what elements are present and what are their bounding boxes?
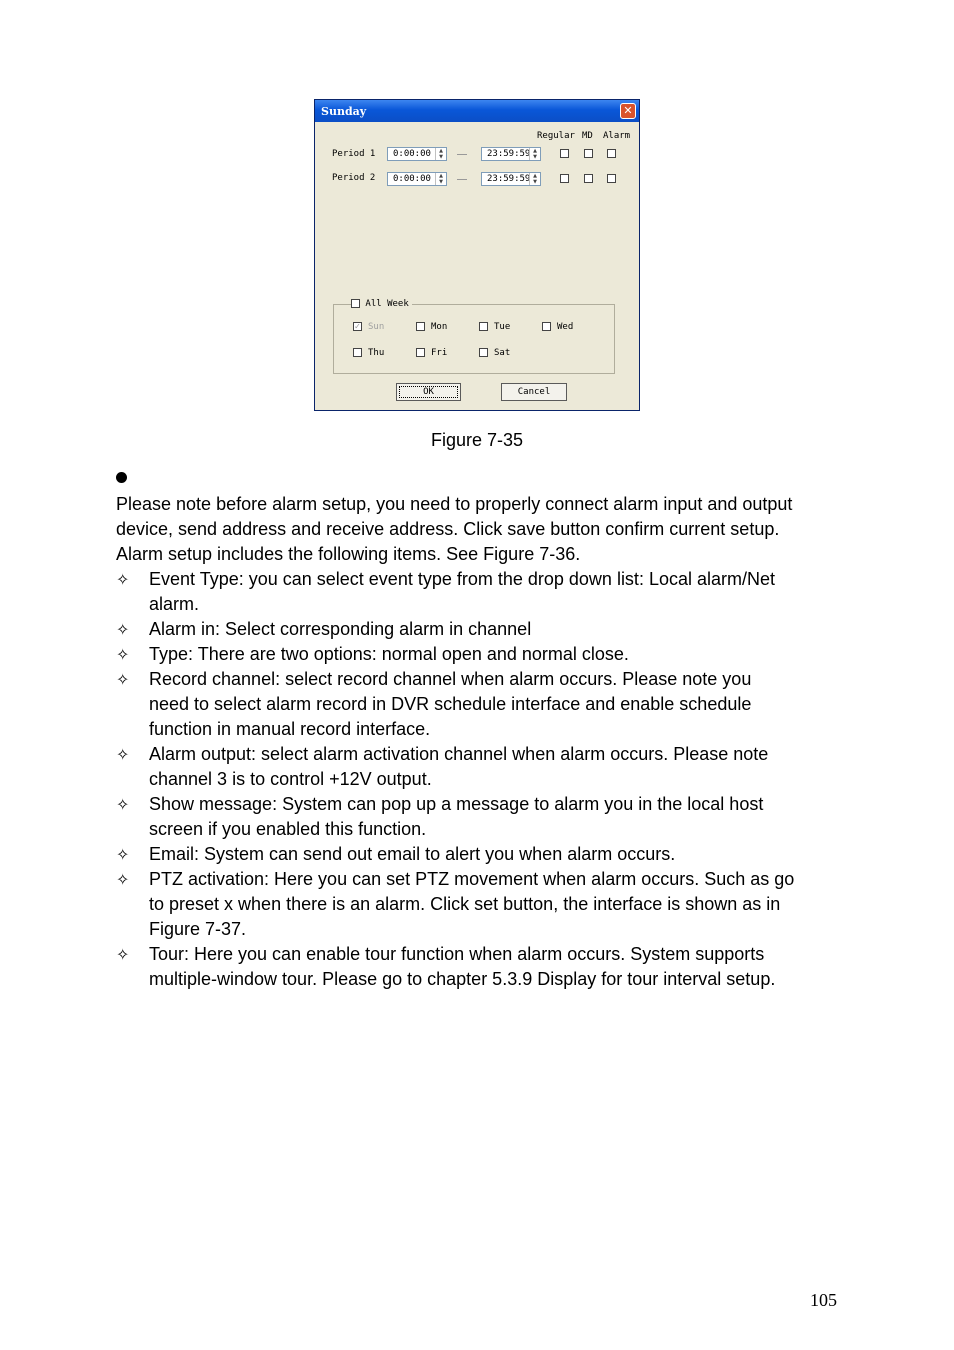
period-1-alarm-checkbox[interactable] — [607, 149, 616, 158]
range-dash — [457, 179, 467, 180]
cancel-button[interactable]: Cancel — [501, 383, 567, 401]
list-item-line: Type: There are two options: normal open and normal close. — [149, 644, 629, 664]
list-item — [116, 667, 876, 742]
list-item — [116, 567, 876, 617]
diamond-bullet-icon: ✧ — [116, 745, 130, 764]
all-week-checkbox[interactable] — [351, 299, 360, 308]
range-dash — [457, 154, 467, 155]
intro-line: device, send address and receive address. Click save button confirm current setup. — [116, 519, 780, 539]
period-1-regular-checkbox[interactable] — [560, 149, 569, 158]
column-md: MD — [582, 131, 593, 141]
sunday-dialog — [314, 99, 640, 411]
list-item-line: Alarm output: select alarm activation channel when alarm occurs. Please note — [149, 744, 769, 764]
tue-label: Tue — [494, 322, 511, 332]
list-item — [116, 842, 876, 867]
list-item — [116, 742, 876, 792]
all-week-option[interactable] — [351, 299, 412, 309]
list-item — [116, 792, 876, 842]
period-1-start-value: 0:00:00 — [393, 149, 431, 159]
diamond-bullet-icon: ✧ — [116, 670, 130, 689]
period-2-alarm-checkbox[interactable] — [607, 174, 616, 183]
list-item — [116, 617, 876, 642]
period-2-md-checkbox[interactable] — [584, 174, 593, 183]
spin-arrows-icon[interactable]: ▲ ▼ — [435, 173, 446, 185]
list-item-line: Event Type: you can select event type from the drop down list: Local alarm/Net — [149, 569, 775, 589]
mon-label: Mon — [431, 322, 448, 332]
period-2-start-input[interactable] — [387, 172, 447, 186]
intro-paragraph — [116, 492, 856, 567]
period-2-end-input[interactable] — [481, 172, 541, 186]
diamond-bullet-icon: ✧ — [116, 845, 130, 864]
spin-arrows-icon[interactable]: ▲ ▼ — [435, 148, 446, 160]
dialog-title: Sunday — [321, 105, 367, 118]
list-item-line: to preset x when there is an alarm. Click set button, the interface is shown as in — [149, 894, 781, 914]
fri-checkbox[interactable] — [416, 348, 425, 357]
page-number: 105 — [810, 1290, 837, 1310]
list-item-line: Record channel: select record channel when alarm occurs. Please note you — [149, 669, 752, 689]
list-item-line: PTZ activation: Here you can set PTZ movement when alarm occurs. Such as go — [149, 869, 795, 889]
sun-label: Sun — [368, 322, 385, 332]
period-1-md-checkbox[interactable] — [584, 149, 593, 158]
list-item-line: Tour: Here you can enable tour function when alarm occurs. System supports — [149, 944, 765, 964]
list-item — [116, 642, 876, 667]
intro-line: Alarm setup includes the following items. See Figure 7-36. — [116, 544, 581, 564]
ok-button[interactable]: OK — [396, 383, 461, 401]
fri-label: Fri — [431, 348, 448, 358]
spin-arrows-icon[interactable]: ▲ ▼ — [529, 148, 540, 160]
period-2-regular-checkbox[interactable] — [560, 174, 569, 183]
period-1-label: Period 1 — [332, 149, 376, 159]
sat-label: Sat — [494, 348, 511, 358]
period-2-end-value: 23:59:59 — [487, 174, 531, 184]
period-1-start-input[interactable] — [387, 147, 447, 161]
list-item-line: Show message: System can pop up a message to alarm you in the local host — [149, 794, 764, 814]
diamond-bullet-icon: ✧ — [116, 620, 130, 639]
period-2-start-value: 0:00:00 — [393, 174, 431, 184]
diamond-bullet-icon: ✧ — [116, 570, 130, 589]
list-item-line: Figure 7-37. — [149, 919, 247, 939]
column-alarm: Alarm — [603, 131, 631, 141]
mon-checkbox[interactable] — [416, 322, 425, 331]
sat-checkbox[interactable] — [479, 348, 488, 357]
close-icon[interactable]: ✕ — [620, 103, 636, 119]
wed-label: Wed — [557, 322, 574, 332]
week-groupbox — [333, 304, 615, 374]
dialog-titlebar[interactable] — [315, 100, 639, 122]
tue-checkbox[interactable] — [479, 322, 488, 331]
period-1-end-input[interactable] — [481, 147, 541, 161]
diamond-bullet-icon: ✧ — [116, 870, 130, 889]
list-item-line: channel 3 is to control +12V output. — [149, 769, 432, 789]
wed-checkbox[interactable] — [542, 322, 551, 331]
diamond-bullet-icon: ✧ — [116, 945, 130, 964]
list-item-line: screen if you enabled this function. — [149, 819, 427, 839]
list-item-line: Alarm in: Select corresponding alarm in channel — [149, 619, 532, 639]
column-regular: Regular — [537, 131, 575, 141]
list-item — [116, 942, 876, 992]
period-1-end-value: 23:59:59 — [487, 149, 531, 159]
list-item-line: function in manual record interface. — [149, 719, 431, 739]
alarm-items-list — [116, 567, 876, 992]
all-week-label: All Week — [365, 299, 409, 309]
list-item — [116, 867, 876, 942]
list-item-line: need to select alarm record in DVR schedule interface and enable schedule — [149, 694, 752, 714]
intro-line: Please note before alarm setup, you need to properly connect alarm input and output — [116, 494, 793, 514]
list-item-line: alarm. — [149, 594, 200, 614]
thu-checkbox[interactable] — [353, 348, 362, 357]
spin-arrows-icon[interactable]: ▲ ▼ — [529, 173, 540, 185]
period-2-label: Period 2 — [332, 173, 376, 183]
diamond-bullet-icon: ✧ — [116, 795, 130, 814]
diamond-bullet-icon: ✧ — [116, 645, 130, 664]
list-item-line: Email: System can send out email to alert you when alarm occurs. — [149, 844, 676, 864]
bullet-dot-icon — [116, 472, 127, 483]
sun-checkbox: ✓ — [354, 322, 361, 331]
list-item-line: multiple-window tour. Please go to chapter 5.3.9 Display for tour interval setup. — [149, 969, 776, 989]
figure-caption: Figure 7-35 — [430, 430, 524, 450]
thu-label: Thu — [368, 348, 385, 358]
